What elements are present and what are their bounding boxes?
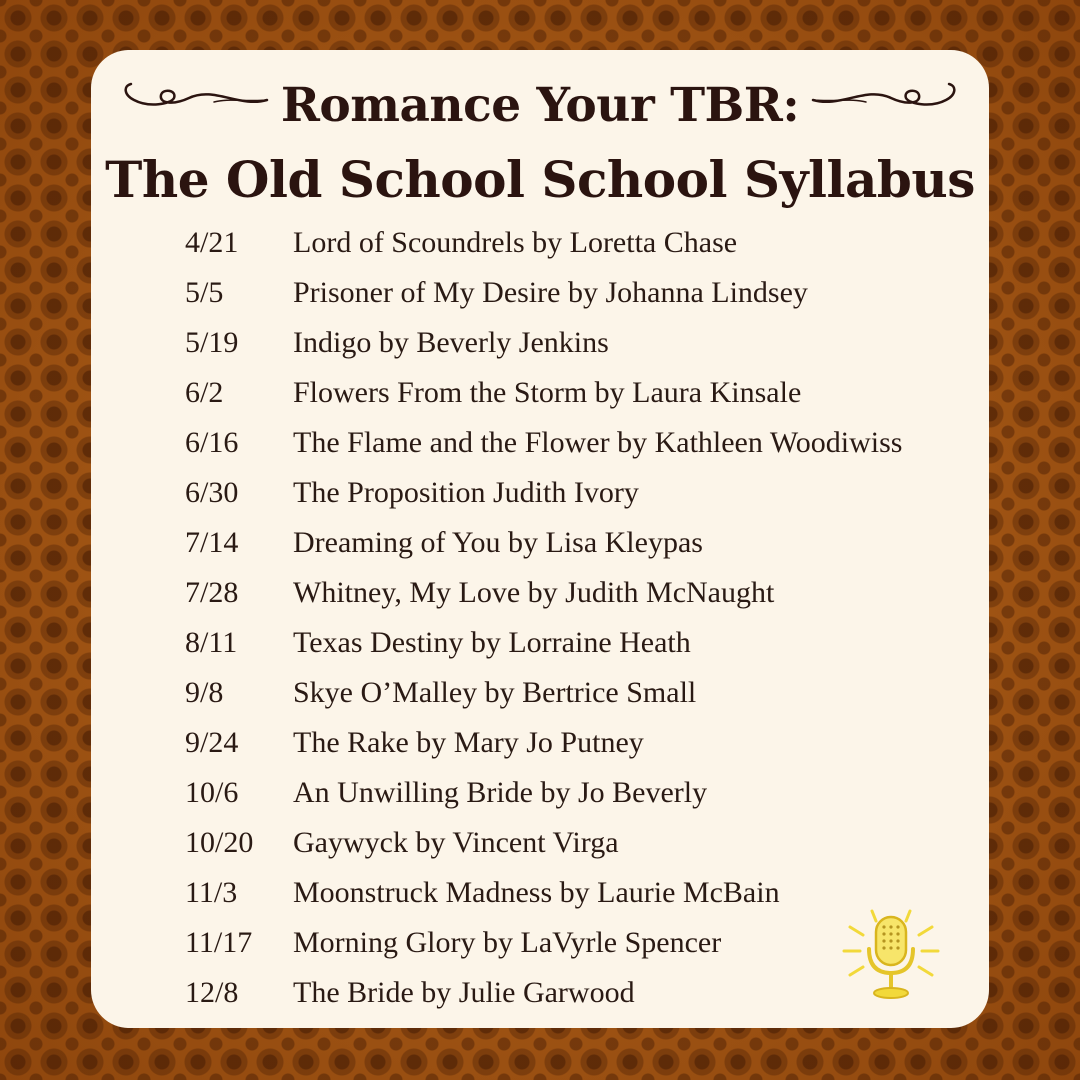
schedule-row <box>185 518 902 568</box>
schedule-row <box>185 468 902 518</box>
schedule-date: 7/28 <box>185 576 239 609</box>
schedule-row <box>185 818 902 868</box>
syllabus-card <box>91 50 989 1028</box>
schedule-date: 6/2 <box>185 376 224 409</box>
schedule-row <box>185 568 902 618</box>
schedule-book: Dreaming of You by Lisa Kleypas <box>293 526 703 559</box>
schedule-date: 11/3 <box>185 876 238 909</box>
schedule-book: Indigo by Beverly Jenkins <box>293 326 609 359</box>
schedule-book: Moonstruck Madness by Laurie McBain <box>293 876 780 909</box>
schedule-book: Texas Destiny by Lorraine Heath <box>293 626 691 659</box>
schedule-book: The Flame and the Flower by Kathleen Woodiwiss <box>293 426 903 459</box>
title-line-2: The Old School School Syllabus <box>105 150 975 209</box>
schedule-book: The Bride by Julie Garwood <box>293 976 635 1009</box>
schedule-book: Whitney, My Love by Judith McNaught <box>293 576 775 609</box>
schedule-row <box>185 968 902 1018</box>
schedule-book: Skye O’Malley by Bertrice Small <box>293 676 697 709</box>
reading-schedule <box>185 218 902 1018</box>
schedule-date: 6/30 <box>185 476 239 509</box>
schedule-row <box>185 318 902 368</box>
schedule-date: 5/5 <box>185 276 224 309</box>
schedule-row <box>185 918 902 968</box>
schedule-row <box>185 368 902 418</box>
schedule-date: 9/24 <box>185 726 239 759</box>
schedule-date: 6/16 <box>185 426 239 459</box>
schedule-date: 5/19 <box>185 326 239 359</box>
schedule-book: Gaywyck by Vincent Virga <box>293 826 619 859</box>
schedule-row <box>185 718 902 768</box>
schedule-book: Flowers From the Storm by Laura Kinsale <box>293 376 802 409</box>
schedule-book: The Proposition Judith Ivory <box>293 476 639 509</box>
schedule-date: 10/20 <box>185 826 254 859</box>
schedule-book: An Unwilling Bride by Jo Beverly <box>293 776 708 809</box>
schedule-date: 9/8 <box>185 676 224 709</box>
schedule-date: 11/17 <box>185 926 253 959</box>
schedule-date: 10/6 <box>185 776 239 809</box>
schedule-book: Lord of Scoundrels by Loretta Chase <box>293 226 738 259</box>
schedule-row <box>185 618 902 668</box>
schedule-book: Prisoner of My Desire by Johanna Lindsey <box>293 276 808 309</box>
microphone-icon <box>836 905 946 1005</box>
schedule-row <box>185 218 902 268</box>
schedule-date: 12/8 <box>185 976 239 1009</box>
schedule-date: 4/21 <box>185 226 239 259</box>
schedule-row <box>185 768 902 818</box>
schedule-book: Morning Glory by LaVyrle Spencer <box>293 926 722 959</box>
schedule-date: 7/14 <box>185 526 239 559</box>
schedule-book: The Rake by Mary Jo Putney <box>293 726 644 759</box>
title-line-1: Romance Your TBR: <box>280 78 800 133</box>
schedule-row <box>185 418 902 468</box>
schedule-row <box>185 868 902 918</box>
schedule-row <box>185 668 902 718</box>
schedule-date: 8/11 <box>185 626 238 659</box>
schedule-row <box>185 268 902 318</box>
